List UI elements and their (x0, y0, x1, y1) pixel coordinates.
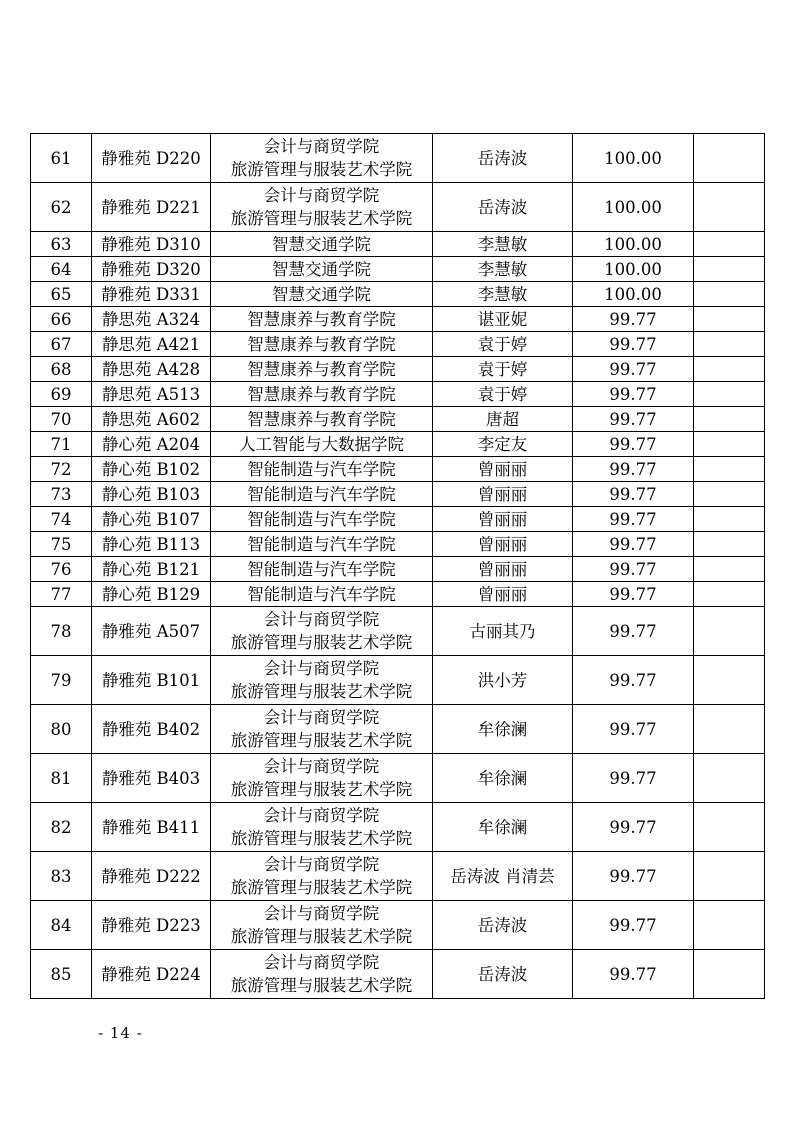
table-row (31, 607, 765, 656)
dormitory-score-table (30, 133, 765, 999)
department-name: 会计与商贸学院 (263, 953, 380, 972)
row-number-cell: 75 (31, 532, 92, 557)
counselor-cell: 岳涛波 肖清芸 (433, 852, 573, 901)
department-name: 智慧康养与教育学院 (247, 359, 396, 379)
department-cell (211, 382, 433, 407)
counselor-cell: 岳涛波 (433, 950, 573, 999)
table-row (31, 307, 765, 332)
row-number-cell: 66 (31, 307, 92, 332)
counselor-cell: 曾丽丽 (433, 557, 573, 582)
dormitory-room-cell: 静思苑 A428 (92, 357, 211, 382)
dormitory-room-cell: 静雅苑 D320 (92, 257, 211, 282)
row-number-cell: 61 (31, 134, 92, 183)
department-name: 旅游管理与服装艺术学院 (230, 878, 413, 897)
counselor-cell: 袁于婷 (433, 357, 573, 382)
table-row (31, 332, 765, 357)
remark-cell (694, 507, 765, 532)
table-row (31, 705, 765, 754)
department-name: 智能制造与汽车学院 (247, 584, 396, 604)
department-cell (211, 950, 433, 999)
dormitory-room-cell: 静雅苑 D221 (92, 183, 211, 232)
department-cell (211, 183, 433, 232)
row-number-cell: 69 (31, 382, 92, 407)
score-cell: 99.77 (573, 382, 694, 407)
row-number-cell: 81 (31, 754, 92, 803)
remark-cell (694, 357, 765, 382)
dormitory-room-cell: 静思苑 A324 (92, 307, 211, 332)
row-number-cell: 76 (31, 557, 92, 582)
score-cell: 99.77 (573, 656, 694, 705)
department-cell (211, 307, 433, 332)
department-name: 旅游管理与服装艺术学院 (230, 927, 413, 946)
score-cell: 100.00 (573, 257, 694, 282)
remark-cell (694, 183, 765, 232)
department-name: 智慧康养与教育学院 (247, 409, 396, 429)
table-row (31, 407, 765, 432)
department-name: 会计与商贸学院 (263, 659, 380, 678)
remark-cell (694, 852, 765, 901)
department-name: 会计与商贸学院 (263, 757, 380, 776)
counselor-cell: 李慧敏 (433, 282, 573, 307)
department-name: 智慧交通学院 (272, 259, 371, 279)
department-name: 智慧交通学院 (272, 284, 371, 304)
page-number: - 14 - (98, 1024, 143, 1042)
score-cell: 99.77 (573, 557, 694, 582)
score-cell: 99.77 (573, 457, 694, 482)
department-cell (211, 332, 433, 357)
counselor-cell: 牟徐澜 (433, 754, 573, 803)
dormitory-room-cell: 静心苑 A204 (92, 432, 211, 457)
row-number-cell: 79 (31, 656, 92, 705)
department-name: 智慧康养与教育学院 (247, 384, 396, 404)
remark-cell (694, 656, 765, 705)
department-name: 旅游管理与服装艺术学院 (230, 682, 413, 701)
row-number-cell: 83 (31, 852, 92, 901)
dormitory-room-cell: 静雅苑 B101 (92, 656, 211, 705)
remark-cell (694, 282, 765, 307)
remark-cell (694, 232, 765, 257)
score-cell: 99.77 (573, 754, 694, 803)
row-number-cell: 62 (31, 183, 92, 232)
dormitory-room-cell: 静思苑 A421 (92, 332, 211, 357)
row-number-cell: 85 (31, 950, 92, 999)
row-number-cell: 77 (31, 582, 92, 607)
department-cell (211, 482, 433, 507)
department-name: 会计与商贸学院 (263, 610, 380, 629)
dormitory-room-cell: 静心苑 B102 (92, 457, 211, 482)
counselor-cell: 曾丽丽 (433, 582, 573, 607)
remark-cell (694, 705, 765, 754)
department-name: 会计与商贸学院 (263, 806, 380, 825)
score-cell: 99.77 (573, 407, 694, 432)
table-row (31, 183, 765, 232)
dormitory-room-cell: 静雅苑 B411 (92, 803, 211, 852)
dormitory-room-cell: 静雅苑 A507 (92, 607, 211, 656)
remark-cell (694, 482, 765, 507)
department-name: 旅游管理与服装艺术学院 (230, 160, 413, 179)
row-number-cell: 82 (31, 803, 92, 852)
remark-cell (694, 582, 765, 607)
department-name: 旅游管理与服装艺术学院 (230, 829, 413, 848)
table-row (31, 532, 765, 557)
score-cell: 99.77 (573, 357, 694, 382)
dormitory-room-cell: 静思苑 A602 (92, 407, 211, 432)
score-cell: 99.77 (573, 532, 694, 557)
remark-cell (694, 407, 765, 432)
score-cell: 99.77 (573, 582, 694, 607)
department-name: 旅游管理与服装艺术学院 (230, 780, 413, 799)
row-number-cell: 84 (31, 901, 92, 950)
row-number-cell: 72 (31, 457, 92, 482)
counselor-cell: 谌亚妮 (433, 307, 573, 332)
row-number-cell: 68 (31, 357, 92, 382)
department-cell (211, 532, 433, 557)
department-name: 旅游管理与服装艺术学院 (230, 976, 413, 995)
counselor-cell: 李定友 (433, 432, 573, 457)
counselor-cell: 曾丽丽 (433, 457, 573, 482)
score-cell: 100.00 (573, 232, 694, 257)
department-name: 智能制造与汽车学院 (247, 459, 396, 479)
table-row (31, 134, 765, 183)
department-cell (211, 282, 433, 307)
remark-cell (694, 557, 765, 582)
remark-cell (694, 803, 765, 852)
dormitory-room-cell: 静雅苑 B402 (92, 705, 211, 754)
department-name: 人工智能与大数据学院 (239, 434, 404, 454)
counselor-cell: 袁于婷 (433, 332, 573, 357)
table-row (31, 382, 765, 407)
table-row (31, 282, 765, 307)
row-number-cell: 63 (31, 232, 92, 257)
table-row (31, 507, 765, 532)
dormitory-room-cell: 静心苑 B121 (92, 557, 211, 582)
row-number-cell: 78 (31, 607, 92, 656)
department-cell (211, 607, 433, 656)
department-name: 会计与商贸学院 (263, 186, 380, 205)
remark-cell (694, 432, 765, 457)
score-cell: 100.00 (573, 134, 694, 183)
score-cell: 99.77 (573, 803, 694, 852)
department-cell (211, 507, 433, 532)
dormitory-room-cell: 静思苑 A513 (92, 382, 211, 407)
department-cell (211, 557, 433, 582)
department-name: 智慧康养与教育学院 (247, 334, 396, 354)
department-cell (211, 134, 433, 183)
counselor-cell: 岳涛波 (433, 901, 573, 950)
department-name: 智慧康养与教育学院 (247, 309, 396, 329)
table-row (31, 852, 765, 901)
table-body (31, 134, 765, 999)
row-number-cell: 70 (31, 407, 92, 432)
table-row (31, 803, 765, 852)
department-cell (211, 901, 433, 950)
counselor-cell: 岳涛波 (433, 134, 573, 183)
department-name: 旅游管理与服装艺术学院 (230, 731, 413, 750)
department-cell (211, 232, 433, 257)
table-row (31, 457, 765, 482)
remark-cell (694, 307, 765, 332)
row-number-cell: 67 (31, 332, 92, 357)
department-cell (211, 705, 433, 754)
score-cell: 99.77 (573, 852, 694, 901)
dormitory-room-cell: 静雅苑 D223 (92, 901, 211, 950)
department-cell (211, 357, 433, 382)
department-cell (211, 257, 433, 282)
counselor-cell: 袁于婷 (433, 382, 573, 407)
score-cell: 99.77 (573, 705, 694, 754)
dormitory-room-cell: 静雅苑 D310 (92, 232, 211, 257)
remark-cell (694, 382, 765, 407)
remark-cell (694, 332, 765, 357)
row-number-cell: 71 (31, 432, 92, 457)
department-name: 会计与商贸学院 (263, 708, 380, 727)
dormitory-room-cell: 静雅苑 D222 (92, 852, 211, 901)
department-name: 智能制造与汽车学院 (247, 534, 396, 554)
row-number-cell: 65 (31, 282, 92, 307)
row-number-cell: 74 (31, 507, 92, 532)
remark-cell (694, 950, 765, 999)
score-cell: 100.00 (573, 183, 694, 232)
score-cell: 100.00 (573, 282, 694, 307)
score-cell: 99.77 (573, 307, 694, 332)
score-cell: 99.77 (573, 507, 694, 532)
dormitory-room-cell: 静雅苑 D220 (92, 134, 211, 183)
table-row (31, 232, 765, 257)
row-number-cell: 80 (31, 705, 92, 754)
counselor-cell: 曾丽丽 (433, 507, 573, 532)
score-cell: 99.77 (573, 332, 694, 357)
score-cell: 99.77 (573, 901, 694, 950)
remark-cell (694, 457, 765, 482)
remark-cell (694, 607, 765, 656)
counselor-cell: 李慧敏 (433, 232, 573, 257)
row-number-cell: 64 (31, 257, 92, 282)
remark-cell (694, 532, 765, 557)
table-row (31, 257, 765, 282)
department-name: 会计与商贸学院 (263, 855, 380, 874)
department-cell (211, 656, 433, 705)
table-row (31, 432, 765, 457)
counselor-cell: 李慧敏 (433, 257, 573, 282)
remark-cell (694, 257, 765, 282)
department-name: 智能制造与汽车学院 (247, 509, 396, 529)
remark-cell (694, 901, 765, 950)
department-name: 会计与商贸学院 (263, 904, 380, 923)
dormitory-room-cell: 静心苑 B107 (92, 507, 211, 532)
counselor-cell: 岳涛波 (433, 183, 573, 232)
department-name: 智慧交通学院 (272, 234, 371, 254)
remark-cell (694, 134, 765, 183)
department-cell (211, 852, 433, 901)
dormitory-room-cell: 静雅苑 D331 (92, 282, 211, 307)
table-row (31, 950, 765, 999)
score-cell: 99.77 (573, 482, 694, 507)
counselor-cell: 古丽其乃 (433, 607, 573, 656)
dormitory-room-cell: 静雅苑 B403 (92, 754, 211, 803)
department-cell (211, 754, 433, 803)
department-name: 会计与商贸学院 (263, 137, 380, 156)
score-cell: 99.77 (573, 432, 694, 457)
dormitory-room-cell: 静心苑 B103 (92, 482, 211, 507)
department-cell (211, 582, 433, 607)
department-cell (211, 432, 433, 457)
table-row (31, 901, 765, 950)
counselor-cell: 牟徐澜 (433, 705, 573, 754)
department-cell (211, 803, 433, 852)
table-row (31, 482, 765, 507)
score-cell: 99.77 (573, 607, 694, 656)
dormitory-room-cell: 静心苑 B129 (92, 582, 211, 607)
table-row (31, 754, 765, 803)
table-row (31, 656, 765, 705)
score-cell: 99.77 (573, 950, 694, 999)
department-name: 旅游管理与服装艺术学院 (230, 633, 413, 652)
counselor-cell: 唐超 (433, 407, 573, 432)
department-cell (211, 457, 433, 482)
department-name: 智能制造与汽车学院 (247, 484, 396, 504)
counselor-cell: 曾丽丽 (433, 482, 573, 507)
remark-cell (694, 754, 765, 803)
department-name: 旅游管理与服装艺术学院 (230, 209, 413, 228)
table-row (31, 557, 765, 582)
counselor-cell: 洪小芳 (433, 656, 573, 705)
dormitory-room-cell: 静心苑 B113 (92, 532, 211, 557)
counselor-cell: 曾丽丽 (433, 532, 573, 557)
department-name: 智能制造与汽车学院 (247, 559, 396, 579)
row-number-cell: 73 (31, 482, 92, 507)
table-row (31, 357, 765, 382)
department-cell (211, 407, 433, 432)
dormitory-room-cell: 静雅苑 D224 (92, 950, 211, 999)
counselor-cell: 牟徐澜 (433, 803, 573, 852)
table-row (31, 582, 765, 607)
